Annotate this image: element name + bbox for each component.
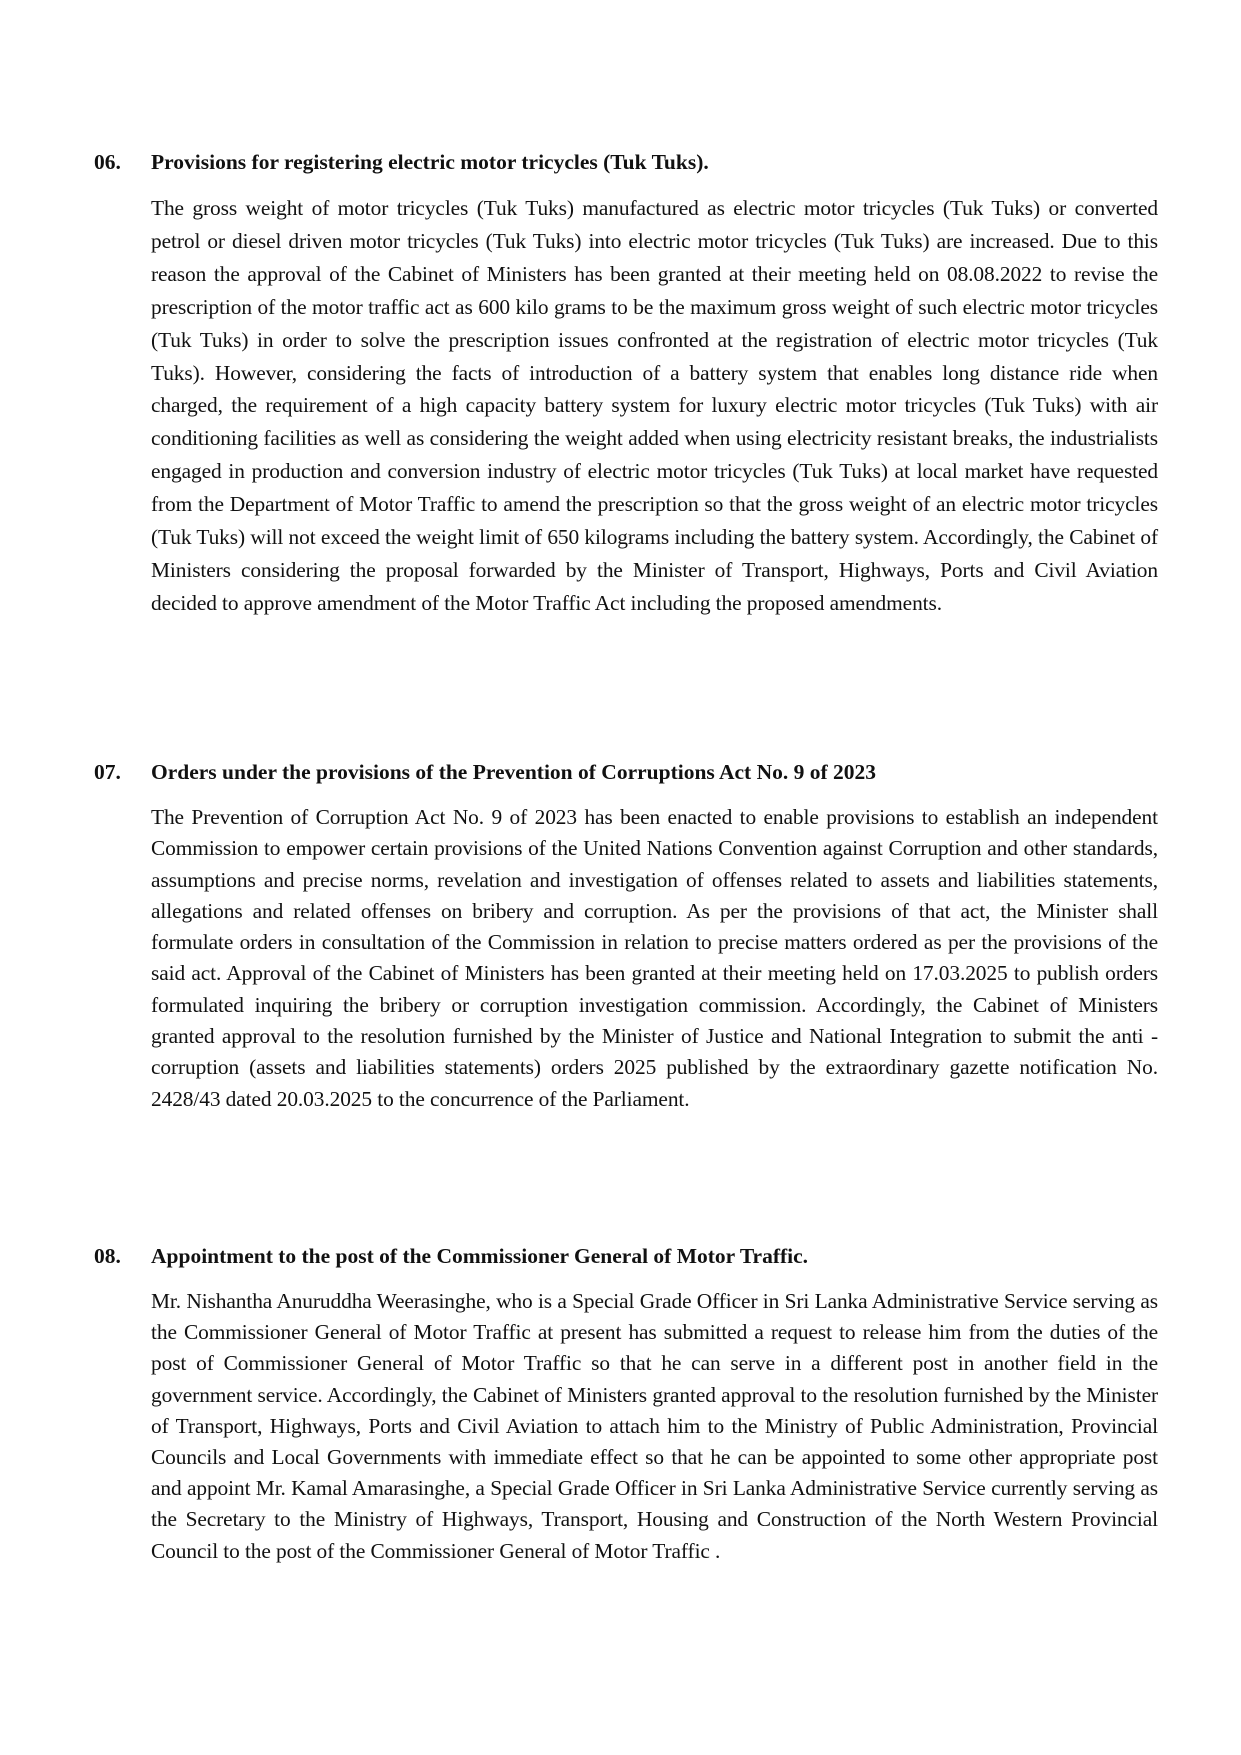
section-heading bbox=[94, 1244, 1158, 1274]
section-body: Mr. Nishantha Anuruddha Weerasinghe, who is a Special Grade Officer in Sri Lanka Administrative Service serving as the Commissioner General of Motor Traffic at present has submitted a request to release him from the duties of the post of Commissioner General of Motor Traffic so that he can serve in a different post in another field in the government service. Accordingly, the Cabinet of Ministers granted approval to the resolution furnished by the Minister of Transport, Highways, Ports and Civil Aviation to attach him to the Ministry of Public Administration, Provincial Councils and Local Governments with immediate effect so that he can be appointed to some other appropriate post and appoint Mr. Kamal Amarasinghe, a Special Grade Officer in Sri Lanka Administrative Service currently serving as the Secretary to the Ministry of Highways, Transport, Housing and Construction of the North Western Provincial Council to the post of the Commissioner General of Motor Traffic . bbox=[151, 1289, 1158, 1563]
section-number: 07. bbox=[94, 760, 121, 784]
section-body: The Prevention of Corruption Act No. 9 of 2023 has been enacted to enable provisions to establish an independent Commission to empower certain provisions of the United Nations Convention against Corruption and other standards, assumptions and precise norms, revelation and investigation of offenses related to assets and liabilities statements, allegations and related offenses on bribery and corruption. As per the provisions of that act, the Minister shall formulate orders in consultation of the Commission in relation to precise matters ordered as per the provisions of the said act. Approval of the Cabinet of Ministers has been granted at their meeting held on 17.03.2025 to publish orders formulated inquiring the bribery or corruption investigation commission. Accordingly, the Cabinet of Ministers granted approval to the resolution furnished by the Minister of Justice and National Integration to submit the anti - corruption (assets and liabilities statements) orders 2025 published by the extraordinary gazette notification No. 2428/43 dated 20.03.2025 to the concurrence of the Parliament. bbox=[151, 805, 1158, 1111]
section-06 bbox=[94, 150, 1158, 641]
section-title: Appointment to the post of the Commissioner General of Motor Traffic. bbox=[151, 1244, 809, 1268]
section-08 bbox=[94, 1244, 1158, 1588]
section-title: Provisions for registering electric motor tricycles (Tuk Tuks). bbox=[151, 150, 709, 174]
section-number: 08. bbox=[94, 1244, 121, 1268]
section-title: Orders under the provisions of the Prevention of Corruptions Act No. 9 of 2023 bbox=[151, 760, 877, 784]
section-07 bbox=[94, 760, 1158, 1136]
section-heading bbox=[94, 150, 1158, 180]
section-heading bbox=[94, 760, 1158, 790]
section-body: The gross weight of motor tricycles (Tuk Tuks) manufactured as electric motor tricycles (Tuk Tuks) or converted petrol or diesel driven motor tricycles (Tuk Tuks) into electric motor tricycles (Tuk Tuks) are increased. Due to this reason the approval of the Cabinet of Ministers has been granted at their meeting held on 08.08.2022 to revise the prescription of the motor traffic act as 600 kilo grams to be the maximum gross weight of such electric motor tricycles (Tuk Tuks) in order to solve the prescription issues confronted at the registration of electric motor tricycles (Tuk Tuks). However, considering the facts of introduction of a battery system that enables long distance ride when charged, the requirement of a high capacity battery system for luxury electric motor tricycles (Tuk Tuks) with air conditioning facilities as well as considering the weight added when using electricity resistant breaks, the industrialists engaged in production and conversion industry of electric motor tricycles (Tuk Tuks) at local market have requested from the Department of Motor Traffic to amend the prescription so that the gross weight of an electric motor tricycles (Tuk Tuks) will not exceed the weight limit of 650 kilograms including the battery system. Accordingly, the Cabinet of Ministers considering the proposal forwarded by the Minister of Transport, Highways, Ports and Civil Aviation decided to approve amendment of the Motor Traffic Act including the proposed amendments. bbox=[151, 196, 1158, 615]
section-number: 06. bbox=[94, 150, 121, 174]
